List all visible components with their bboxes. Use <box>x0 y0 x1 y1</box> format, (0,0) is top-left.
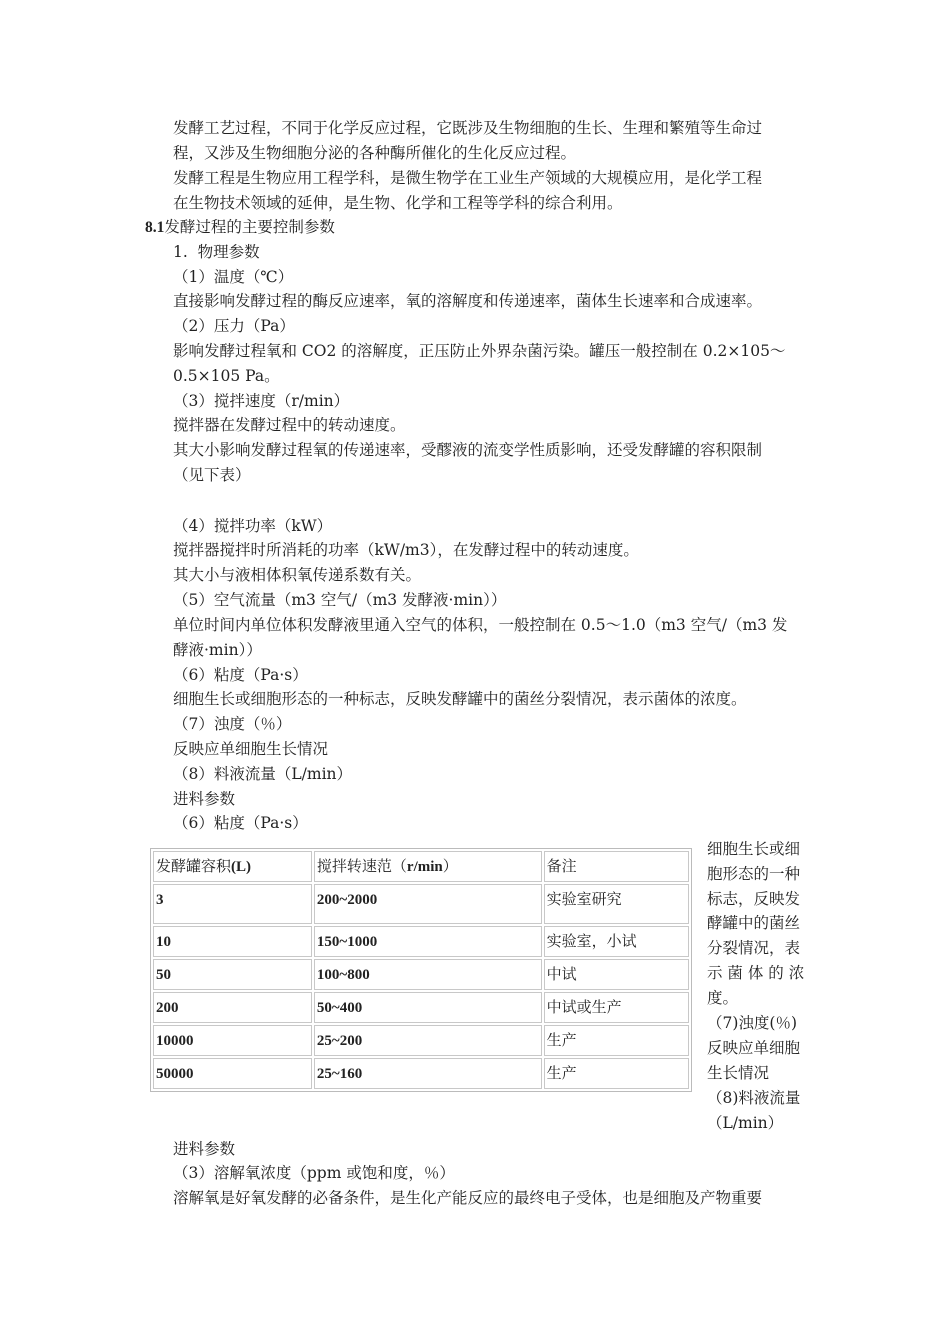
sidebar-line: 胞形态的一种 <box>707 865 801 883</box>
cell-note: 生产 <box>544 1025 689 1056</box>
body-line: （见下表） <box>173 466 251 484</box>
body-line: 进料参数 <box>173 790 236 808</box>
intro-line: 在生物技术领域的延伸，是生物、化学和工程等学科的综合利用。 <box>173 194 623 212</box>
cell-speed: 100~800 <box>314 959 542 990</box>
cell-note: 中试 <box>544 959 689 990</box>
sidebar-line: 标志，反映发 <box>707 890 801 908</box>
cell-volume: 200 <box>153 992 312 1023</box>
body-line: （2）压力（Pa） <box>173 317 295 335</box>
body-line: 0.5×105 Pa。 <box>173 367 280 385</box>
body-line: 其大小与液相体积氧传递系数有关。 <box>173 566 422 584</box>
body-line: 酵液·min）） <box>173 641 262 659</box>
body-line: （6）粘度（Pa·s） <box>173 666 308 684</box>
body-line: （7）浊度（％） <box>173 715 292 733</box>
sidebar-line: 示 菌 体 的 浓 <box>707 964 805 982</box>
header-cell-volume: 发酵罐容积(L) <box>153 851 312 882</box>
cell-note: 生产 <box>544 1058 689 1089</box>
body-line: （3）溶解氧浓度（ppm 或饱和度，％） <box>173 1164 455 1182</box>
section-number: 8.1 <box>145 219 165 236</box>
table-row <box>153 1025 689 1056</box>
sidebar-line: 细胞生长或细 <box>707 840 801 858</box>
cell-volume: 10 <box>153 926 312 957</box>
cell-speed: 25~200 <box>314 1025 542 1056</box>
cell-note: 实验室，小试 <box>544 926 689 957</box>
sidebar-line: 生长情况 <box>707 1064 770 1082</box>
body-line: 搅拌器在发酵过程中的转动速度。 <box>173 416 406 434</box>
table-row <box>153 926 689 957</box>
cell-speed: 200~2000 <box>314 884 542 924</box>
body-line: 1. 物理参数 <box>173 243 260 261</box>
header-cell-speed: 搅拌转速范（r/min） <box>314 851 542 882</box>
body-line: 细胞生长或细胞形态的一种标志，反映发酵罐中的菌丝分裂情况，表示菌体的浓度。 <box>173 690 747 708</box>
cell-note: 中试或生产 <box>544 992 689 1023</box>
body-line: 溶解氧是好氧发酵的必备条件，是生化产能反应的最终电子受体，也是细胞及产物重要 <box>173 1189 763 1207</box>
body-line: （5）空气流量（m3 空气/（m3 发酵液·min）） <box>173 591 507 609</box>
body-line: 直接影响发酵过程的酶反应速率，氧的溶解度和传递速率，菌体生长速率和合成速率。 <box>173 292 763 310</box>
sidebar-line: 酵罐中的菌丝 <box>707 914 801 932</box>
sidebar-line: 分裂情况，表 <box>707 939 801 957</box>
table-row <box>153 959 689 990</box>
sidebar-line: 度。 <box>707 989 739 1007</box>
intro-line: 发酵工艺过程，不同于化学反应过程，它既涉及生物细胞的生长、生理和繁殖等生命过 <box>173 119 763 137</box>
section-heading <box>145 215 785 240</box>
cell-speed: 25~160 <box>314 1058 542 1089</box>
section-title: 发酵过程的主要控制参数 <box>164 218 335 236</box>
cell-speed: 50~400 <box>314 992 542 1023</box>
body-line: 影响发酵过程氧和 CO2 的溶解度，正压防止外界杂菌污染。罐压一般控制在 0.2×105～ <box>173 342 786 360</box>
cell-speed: 150~1000 <box>314 926 542 957</box>
body-line: （1）温度（℃） <box>173 268 294 286</box>
body-line: 单位时间内单位体积发酵液里通入空气的体积，一般控制在 0.5～1.0（m3 空气/（m3 发 <box>173 616 788 634</box>
sidebar-line: （L/min） <box>707 1114 784 1132</box>
body-line: 其大小影响发酵过程氧的传递速率，受醪液的流变学性质影响，还受发酵罐的容积限制 <box>173 441 763 459</box>
body-line: （4）搅拌功率（kW） <box>173 517 333 535</box>
cell-volume: 50 <box>153 959 312 990</box>
cell-volume: 3 <box>153 884 312 924</box>
body-line: 搅拌器搅拌时所消耗的功率（kW/m3），在发酵过程中的转动速度。 <box>173 541 639 559</box>
body-line: （6）粘度（Pa·s） <box>173 814 308 832</box>
table-header-row <box>153 851 689 882</box>
stirring-speed-table <box>150 848 692 1092</box>
body-line: （8）料液流量（L/min） <box>173 765 353 783</box>
table-row <box>153 884 689 924</box>
body-line: 反映应单细胞生长情况 <box>173 740 329 758</box>
table-row <box>153 992 689 1023</box>
sidebar-line: （7)浊度(％) <box>707 1014 798 1032</box>
intro-line: 发酵工程是生物应用工程学科，是微生物学在工业生产领域的大规模应用，是化学工程 <box>173 169 763 187</box>
body-line: 进料参数 <box>173 1140 236 1158</box>
cell-note: 实验室研究 <box>544 884 689 924</box>
sidebar-line: （8)料液流量 <box>707 1089 801 1107</box>
sidebar-line: 反映应单细胞 <box>707 1039 801 1057</box>
cell-volume: 10000 <box>153 1025 312 1056</box>
table-row <box>153 1058 689 1089</box>
cell-volume: 50000 <box>153 1058 312 1089</box>
body-line: （3）搅拌速度（r/min） <box>173 392 350 410</box>
header-cell-note: 备注 <box>544 851 689 882</box>
intro-line: 程，又涉及生物细胞分泌的各种酶所催化的生化反应过程。 <box>173 144 577 162</box>
